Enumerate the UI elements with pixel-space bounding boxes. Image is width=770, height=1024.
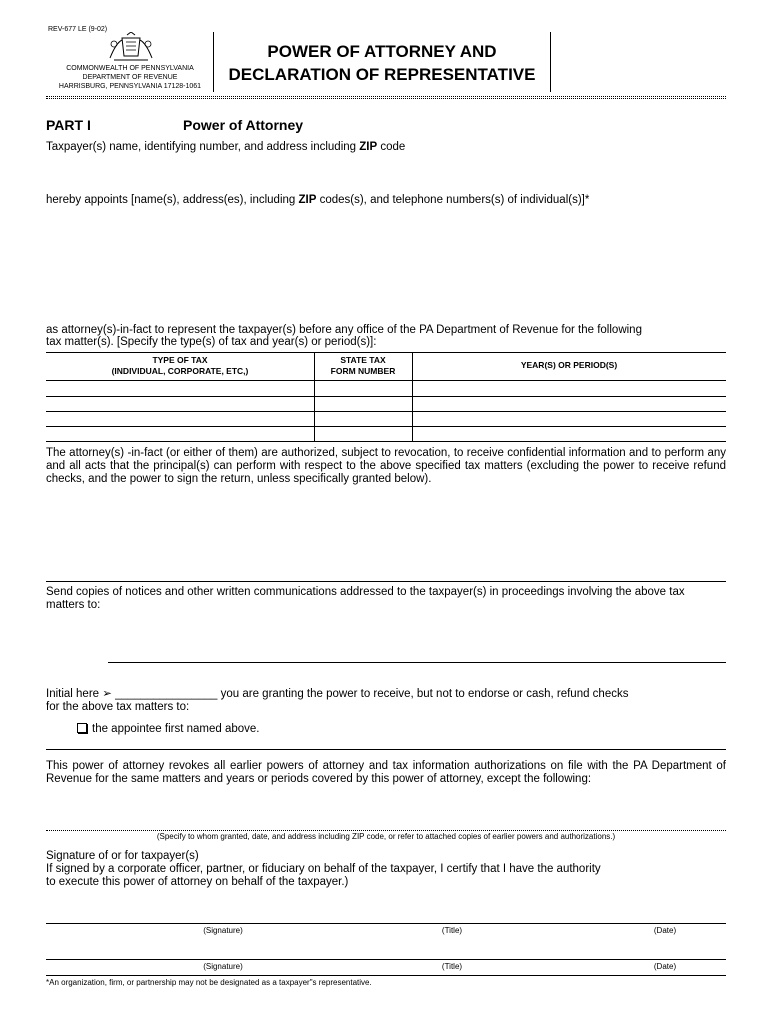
table-cell-form-4[interactable] [315, 427, 412, 440]
appointee-checkbox[interactable] [77, 723, 87, 733]
taxpayer-text-post: code [377, 141, 406, 153]
initial-line2: for the above tax matters to: [46, 701, 190, 713]
part-label: PART I [46, 117, 91, 133]
col-years: YEAR(S) OR PERIOD(S) [520, 360, 618, 370]
appoints-text-pre: hereby appoints [name(s), address(es), including [46, 194, 299, 206]
col-form-number-line2: FORM NUMBER [330, 366, 396, 376]
title-line1: POWER OF ATTORNEY AND [267, 42, 497, 61]
date-label-1: (Date) [653, 926, 677, 935]
initial-text-post: you are granting the power to receive, but not to endorse or cash, refund checks [217, 688, 629, 700]
authorization-text: The attorney(s) -in-fact (or either of them) are authorized, subject to revocation, to receive confidential information and to perform any and all acts that the principal(s) can perform with respect to the above specified tax matters (excluding the power to receive refund checks, and the power to sign the return, unless specifically granted below). [46, 447, 726, 485]
footnote: *An organization, firm, or partnership may not be designated as a taxpayer"s representative. [46, 978, 372, 987]
agency-line3: HARRISBURG, PENNSYLVANIA 17128-1061 [58, 83, 202, 90]
agency-line1: COMMONWEALTH OF PENNSYLVANIA [66, 65, 194, 72]
authorization-notes-field[interactable] [46, 492, 726, 578]
table-cell-form-2[interactable] [315, 397, 412, 410]
signature-rule-1 [46, 923, 726, 924]
taxpayer-text-pre: Taxpayer(s) name, identifying number, and address including [46, 141, 360, 153]
title-label-2: (Title) [441, 962, 463, 971]
title-label-1: (Title) [441, 926, 463, 935]
revokes-rule [46, 830, 726, 831]
copies-address-line [108, 662, 726, 663]
page-title [214, 40, 550, 86]
footnote-rule [46, 975, 726, 976]
appointee-field[interactable] [46, 210, 726, 318]
table-cell-form-3[interactable] [315, 412, 412, 425]
col-type-of-tax-line2: (INDIVIDUAL, CORPORATE, ETC,) [111, 366, 249, 376]
signature-section [46, 850, 726, 889]
appointee-option [77, 723, 260, 736]
revokes-text: This power of attorney revokes all earlier powers of attorney and tax information authorizations on file with the PA Department of Revenue for the same matters and years or periods covered by this power of attorney, except the following: [46, 760, 726, 785]
appoints-label [46, 194, 589, 207]
signature-label-1: (Signature) [203, 926, 243, 935]
title-line2: DECLARATION OF REPRESENTATIVE [228, 65, 536, 84]
form-id: REV-677 LE (9-02) [48, 26, 108, 33]
taxpayer-zip: ZIP [359, 141, 378, 153]
initial-input[interactable] [122, 686, 236, 700]
appointee-checkbox-label: the appointee first named above. [92, 723, 260, 735]
signature-label-2: (Signature) [203, 962, 243, 971]
signature-line2: If signed by a corporate officer, partner, or fiduciary on behalf of the taxpayer, I certify that I have the authority [46, 863, 601, 875]
col-form-number [314, 355, 412, 377]
table-cell-years-1[interactable] [413, 381, 726, 395]
signature-field-1[interactable] [46, 898, 726, 922]
table-cell-years-2[interactable] [413, 397, 726, 410]
agency-block [40, 64, 220, 91]
table-cell-type-4[interactable] [46, 427, 314, 440]
table-cell-type-3[interactable] [46, 412, 314, 425]
pa-seal-icon [108, 32, 154, 62]
part-heading: Power of Attorney [183, 117, 304, 133]
table-bottom-rule [46, 441, 726, 442]
appoints-text-post: codes(s), and telephone numbers(s) of individual(s)]* [316, 194, 590, 206]
attorney-line1: as attorney(s)-in-fact to represent the taxpayer(s) before any office of the PA Department of Revenue for the following [46, 324, 642, 336]
col-form-number-line1: STATE TAX [340, 355, 386, 365]
appoints-zip: ZIP [298, 194, 317, 206]
signature-line3: to execute this power of attorney on behalf of the taxpayer.) [46, 876, 349, 888]
table-cell-form-1[interactable] [315, 381, 412, 395]
col-type-of-tax-line1: TYPE OF TAX [152, 355, 208, 365]
taxpayer-field[interactable] [46, 156, 726, 188]
header-rule-2 [46, 98, 726, 99]
date-label-2: (Date) [653, 962, 677, 971]
signature-rule-2 [46, 959, 726, 960]
signature-field-2[interactable] [46, 936, 726, 958]
col-type-of-tax [46, 355, 314, 377]
initial-text-pre: Initial here ➢ ________________ [46, 688, 218, 700]
attorney-line2: tax matter(s). [Specify the type(s) of tax and year(s) or period(s)]: [46, 336, 377, 348]
initial-rule [46, 749, 726, 750]
table-cell-years-3[interactable] [413, 412, 726, 425]
copies-address-field[interactable] [108, 614, 726, 660]
table-cell-type-1[interactable] [46, 381, 314, 395]
signature-line1: Signature of or for taxpayer(s) [46, 850, 199, 862]
agency-line2: DEPARTMENT OF REVENUE [82, 74, 178, 81]
taxpayer-label [46, 141, 405, 154]
table-top-rule [46, 352, 726, 353]
table-cell-type-2[interactable] [46, 397, 314, 410]
authorization-rule [46, 581, 726, 582]
revokes-exceptions-field[interactable] [46, 802, 726, 828]
specify-note: (Specify to whom granted, date, and address including ZIP code, or refer to attached copies of earlier powers and authorizations.) [156, 832, 616, 841]
header-divider-right [550, 32, 551, 92]
copies-text: Send copies of notices and other written communications addressed to the taxpayer(s) in proceedings involving the above tax matters to: [46, 586, 685, 611]
header-rule-1 [46, 96, 726, 97]
table-cell-years-4[interactable] [413, 427, 726, 440]
